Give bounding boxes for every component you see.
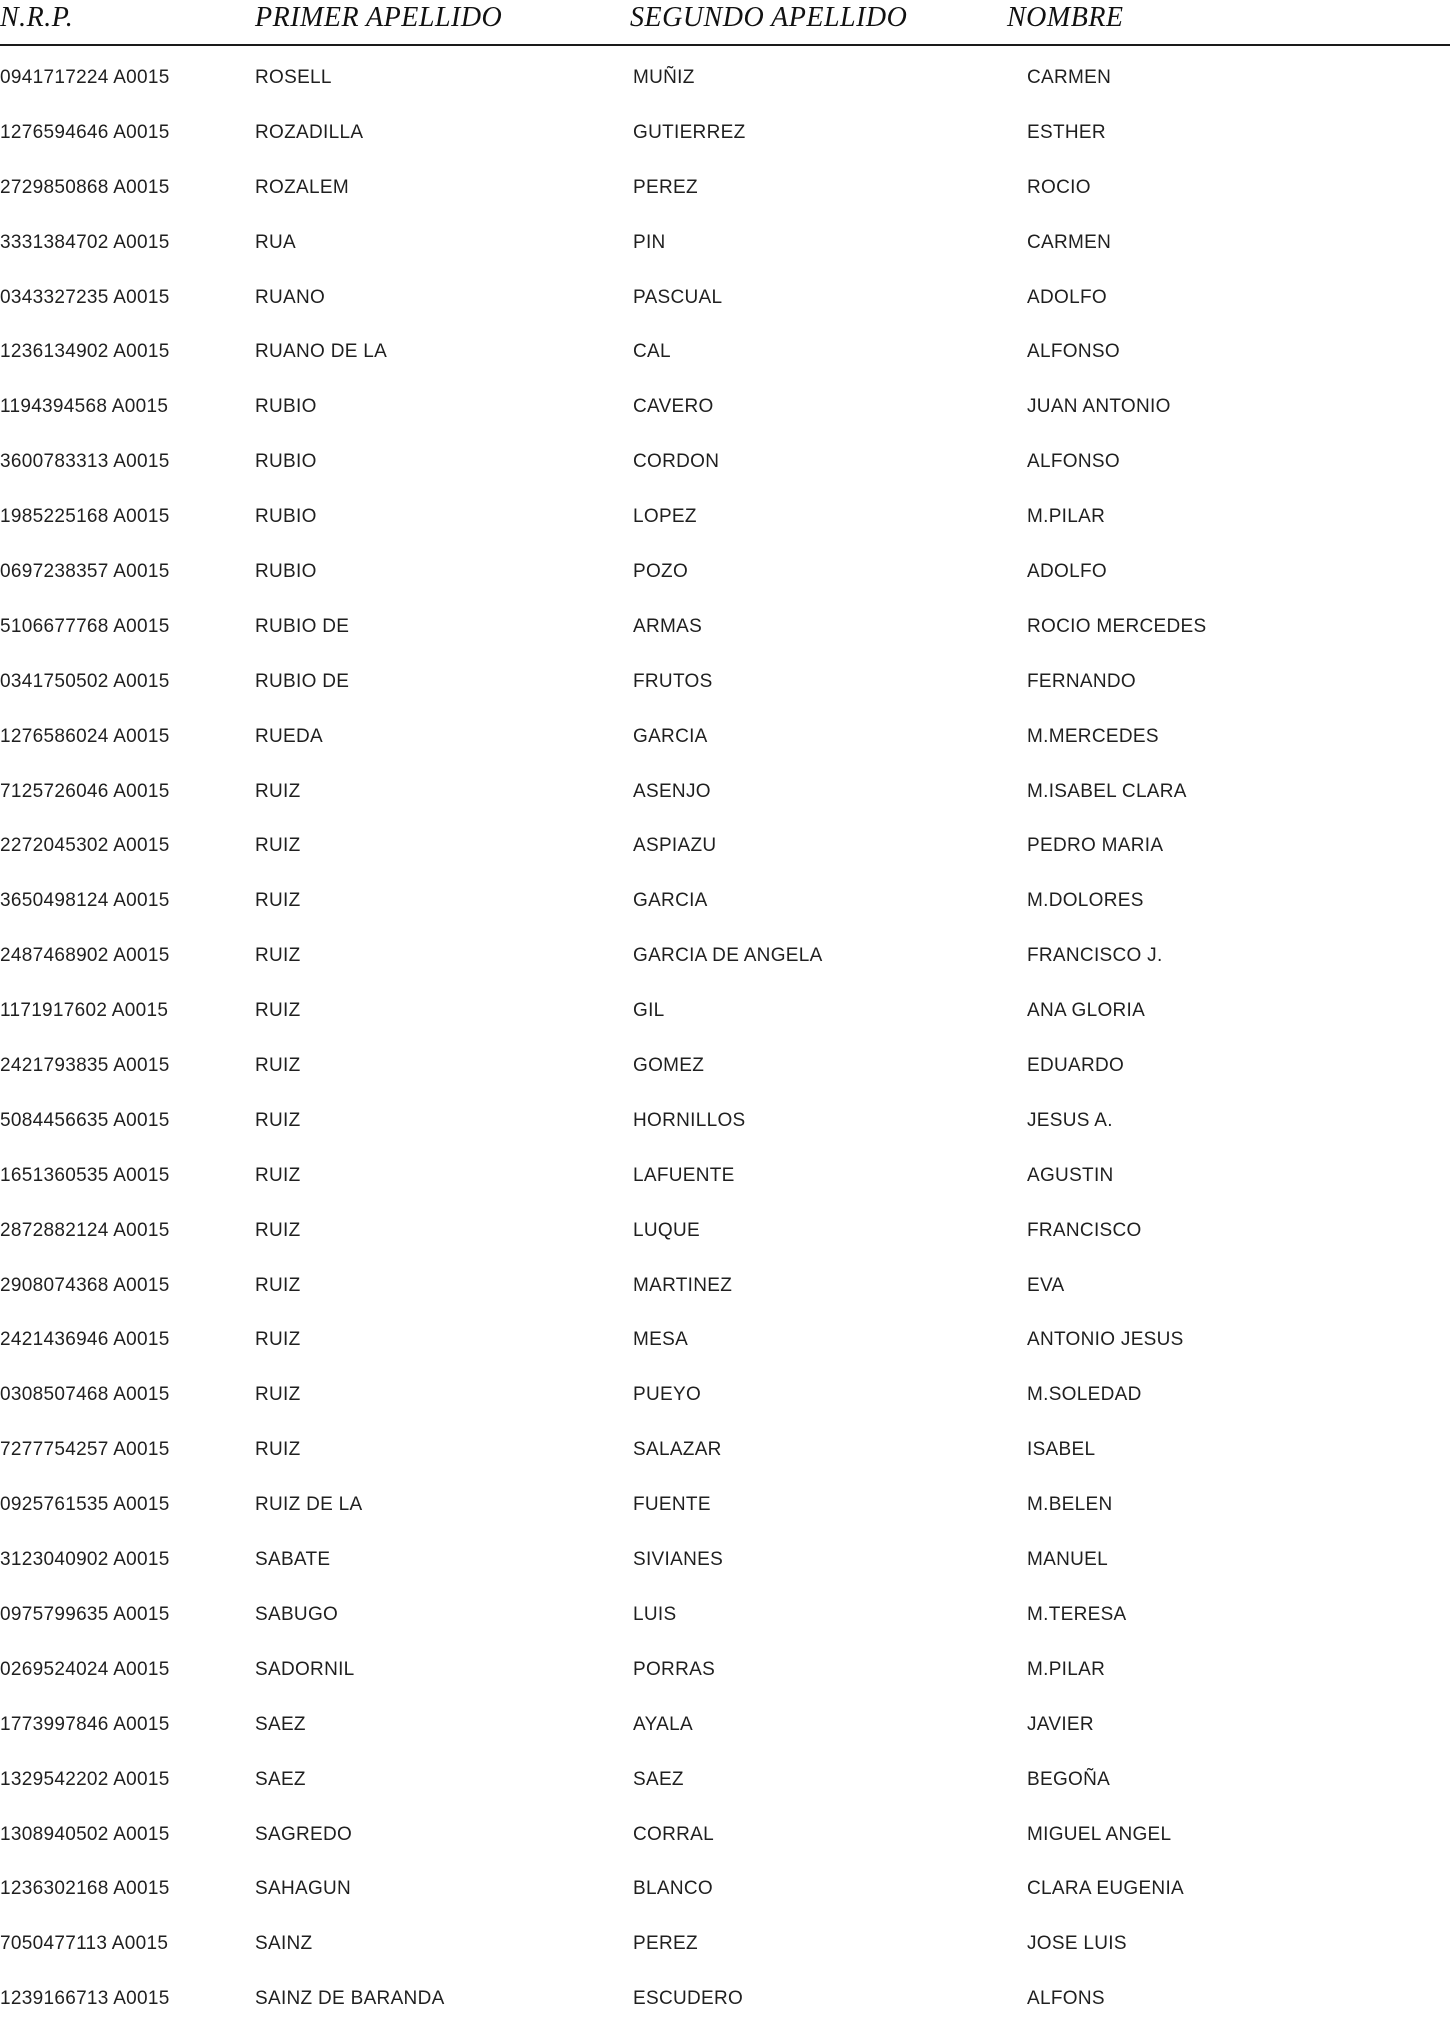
cell-segundo-apellido: SIVIANES	[633, 1549, 724, 1571]
table-row	[0, 670, 1450, 725]
cell-nrp: 1276586024 A0015	[0, 725, 170, 747]
table-row	[0, 1713, 1450, 1768]
cell-primer-apellido: RUIZ	[255, 1055, 301, 1077]
cell-segundo-apellido: AYALA	[633, 1713, 693, 1735]
cell-primer-apellido: RUIZ	[255, 890, 301, 912]
cell-nombre: ALFONSO	[1027, 451, 1120, 473]
table-row	[0, 1548, 1450, 1603]
cell-segundo-apellido: LOPEZ	[633, 506, 697, 528]
cell-nombre: EVA	[1027, 1274, 1065, 1296]
cell-segundo-apellido: MARTINEZ	[633, 1274, 733, 1296]
cell-primer-apellido: SAINZ DE BARANDA	[255, 1988, 445, 2010]
table-row	[0, 1658, 1450, 1713]
cell-nrp: 7277754257 A0015	[0, 1439, 170, 1461]
cell-primer-apellido: SAHAGUN	[255, 1878, 352, 1900]
cell-primer-apellido: RUIZ	[255, 1439, 301, 1461]
cell-segundo-apellido: FRUTOS	[633, 670, 713, 692]
cell-nombre: JAVIER	[1027, 1713, 1094, 1735]
header-primer-apellido: PRIMER APELLIDO	[255, 2, 503, 33]
cell-nrp: 1329542202 A0015	[0, 1768, 170, 1790]
cell-segundo-apellido: PIN	[633, 231, 666, 253]
cell-nrp: 1171917602 A0015	[0, 1000, 169, 1022]
cell-nombre: MIGUEL ANGEL	[1027, 1823, 1172, 1845]
cell-primer-apellido: RUIZ	[255, 1109, 301, 1131]
cell-primer-apellido: SAEZ	[255, 1713, 306, 1735]
cell-primer-apellido: SAINZ	[255, 1933, 313, 1955]
cell-nrp: 0341750502 A0015	[0, 670, 170, 692]
cell-primer-apellido: RUBIO	[255, 506, 317, 528]
cell-nombre: MANUEL	[1027, 1549, 1108, 1571]
table-row	[0, 121, 1450, 176]
cell-nrp: 0941717224 A0015	[0, 67, 170, 88]
cell-nombre: M.PILAR	[1027, 1658, 1106, 1680]
cell-nrp: 1276594646 A0015	[0, 121, 170, 143]
cell-nrp: 1239166713 A0015	[0, 1988, 170, 2010]
cell-nombre: M.SOLEDAD	[1027, 1384, 1142, 1406]
table-row	[0, 615, 1450, 670]
cell-primer-apellido: RUIZ	[255, 1384, 301, 1406]
cell-primer-apellido: RUIZ	[255, 945, 301, 967]
cell-nrp: 1985225168 A0015	[0, 506, 170, 528]
cell-nombre: ESTHER	[1027, 121, 1106, 143]
cell-nombre: ANA GLORIA	[1027, 1000, 1146, 1022]
cell-segundo-apellido: LUIS	[633, 1603, 677, 1625]
cell-segundo-apellido: FUENTE	[633, 1494, 711, 1516]
cell-segundo-apellido: CORRAL	[633, 1823, 714, 1845]
cell-primer-apellido: SAGREDO	[255, 1823, 353, 1845]
cell-nrp: 2272045302 A0015	[0, 835, 170, 857]
cell-nrp: 2729850868 A0015	[0, 176, 170, 198]
cell-segundo-apellido: PEREZ	[633, 1933, 698, 1955]
cell-nrp: 0269524024 A0015	[0, 1658, 170, 1680]
cell-nrp: 1236134902 A0015	[0, 341, 170, 363]
cell-segundo-apellido: PASCUAL	[633, 286, 723, 308]
cell-primer-apellido: RUEDA	[255, 725, 324, 747]
cell-nrp: 5084456635 A0015	[0, 1109, 170, 1131]
cell-segundo-apellido: ARMAS	[633, 615, 703, 637]
cell-nombre: M.TERESA	[1027, 1603, 1127, 1625]
cell-segundo-apellido: HORNILLOS	[633, 1109, 746, 1131]
table-row	[0, 450, 1450, 505]
cell-segundo-apellido: CAVERO	[633, 396, 714, 418]
table-row	[0, 1603, 1450, 1658]
cell-segundo-apellido: GUTIERREZ	[633, 121, 746, 143]
table-row	[0, 395, 1450, 450]
cell-primer-apellido: RUIZ DE LA	[255, 1494, 363, 1516]
table-row	[0, 1274, 1450, 1329]
cell-nombre: FERNANDO	[1027, 670, 1137, 692]
cell-nrp: 2908074368 A0015	[0, 1274, 170, 1296]
cell-segundo-apellido: GIL	[633, 1000, 665, 1022]
cell-nombre: CLARA EUGENIA	[1027, 1878, 1185, 1900]
cell-primer-apellido: RUBIO	[255, 396, 317, 418]
table-body	[0, 66, 1450, 2042]
table-row	[0, 1438, 1450, 1493]
cell-segundo-apellido: SAEZ	[633, 1768, 684, 1790]
cell-nrp: 1194394568 A0015	[0, 396, 169, 418]
cell-nombre: M.ISABEL CLARA	[1027, 780, 1187, 802]
cell-nombre: M.MERCEDES	[1027, 725, 1159, 747]
header-rule	[0, 44, 1450, 46]
cell-nombre: ALFONSO	[1027, 341, 1120, 363]
cell-nombre: M.BELEN	[1027, 1494, 1113, 1516]
table-row	[0, 1932, 1450, 1987]
cell-segundo-apellido: BLANCO	[633, 1878, 713, 1900]
cell-primer-apellido: RUANO	[255, 286, 326, 308]
cell-primer-apellido: RUIZ	[255, 1274, 301, 1296]
header-segundo-apellido: SEGUNDO APELLIDO	[630, 2, 908, 33]
cell-primer-apellido: RUIZ	[255, 835, 301, 857]
cell-nombre: JOSE LUIS	[1027, 1933, 1127, 1955]
cell-primer-apellido: RUBIO DE	[255, 670, 350, 692]
cell-segundo-apellido: LUQUE	[633, 1219, 700, 1241]
table-row	[0, 1219, 1450, 1274]
cell-nombre: M.PILAR	[1027, 506, 1106, 528]
cell-nrp: 1236302168 A0015	[0, 1878, 170, 1900]
table-row	[0, 1877, 1450, 1932]
cell-segundo-apellido: ASPIAZU	[633, 835, 717, 857]
table-row	[0, 1768, 1450, 1823]
table-row	[0, 286, 1450, 341]
cell-segundo-apellido: CAL	[633, 341, 671, 363]
cell-nombre: ALFONS	[1027, 1988, 1105, 2010]
cell-primer-apellido: RUA	[255, 231, 297, 253]
cell-nrp: 0975799635 A0015	[0, 1603, 170, 1625]
table-row	[0, 1054, 1450, 1109]
cell-nombre: FRANCISCO	[1027, 1219, 1142, 1241]
cell-primer-apellido: SABATE	[255, 1549, 331, 1571]
cell-nombre: CARMEN	[1027, 231, 1112, 253]
cell-primer-apellido: RUANO DE LA	[255, 341, 388, 363]
cell-nrp: 5106677768 A0015	[0, 615, 170, 637]
table-row	[0, 999, 1450, 1054]
cell-nombre: BEGOÑA	[1027, 1768, 1111, 1790]
cell-nrp: 3331384702 A0015	[0, 231, 170, 253]
cell-segundo-apellido: CORDON	[633, 451, 720, 473]
table-row	[0, 725, 1450, 780]
cell-primer-apellido: RUBIO DE	[255, 615, 350, 637]
cell-segundo-apellido: GARCIA DE ANGELA	[633, 945, 823, 967]
cell-segundo-apellido: GARCIA	[633, 890, 708, 912]
cell-primer-apellido: ROZALEM	[255, 176, 349, 198]
table-row	[0, 1109, 1450, 1164]
cell-nrp: 3123040902 A0015	[0, 1549, 170, 1571]
cell-nombre: ANTONIO JESUS	[1027, 1329, 1184, 1351]
cell-segundo-apellido: MUÑIZ	[633, 67, 695, 88]
cell-primer-apellido: SAEZ	[255, 1768, 306, 1790]
cell-segundo-apellido: ASENJO	[633, 780, 711, 802]
cell-nrp: 1308940502 A0015	[0, 1823, 170, 1845]
cell-segundo-apellido: LAFUENTE	[633, 1164, 735, 1186]
cell-nrp: 0308507468 A0015	[0, 1384, 170, 1406]
cell-primer-apellido: SADORNIL	[255, 1658, 355, 1680]
table-row	[0, 231, 1450, 286]
cell-primer-apellido: RUBIO	[255, 561, 317, 583]
cell-primer-apellido: RUIZ	[255, 1329, 301, 1351]
cell-nombre: JUAN ANTONIO	[1027, 396, 1171, 418]
cell-nrp: 7050477113 A0015	[0, 1933, 169, 1955]
cell-primer-apellido: RUIZ	[255, 1000, 301, 1022]
cell-nrp: 0343327235 A0015	[0, 286, 170, 308]
table-row	[0, 1383, 1450, 1438]
cell-primer-apellido: RUBIO	[255, 451, 317, 473]
table-row	[0, 340, 1450, 395]
cell-nombre: ISABEL	[1027, 1439, 1096, 1461]
cell-primer-apellido: SABUGO	[255, 1603, 339, 1625]
cell-nrp: 0925761535 A0015	[0, 1494, 170, 1516]
table-row	[0, 176, 1450, 231]
cell-segundo-apellido: MESA	[633, 1329, 689, 1351]
cell-segundo-apellido: ESCUDERO	[633, 1988, 744, 2010]
cell-segundo-apellido: PUEYO	[633, 1384, 702, 1406]
table-row	[0, 1164, 1450, 1219]
cell-nrp: 7125726046 A0015	[0, 780, 170, 802]
table-row	[0, 1823, 1450, 1878]
table-row	[0, 1493, 1450, 1548]
cell-segundo-apellido: PORRAS	[633, 1658, 716, 1680]
table-row	[0, 834, 1450, 889]
cell-primer-apellido: RUIZ	[255, 780, 301, 802]
cell-primer-apellido: ROSELL	[255, 67, 332, 88]
cell-nrp: 1651360535 A0015	[0, 1164, 170, 1186]
cell-nombre: PEDRO MARIA	[1027, 835, 1164, 857]
cell-segundo-apellido: SALAZAR	[633, 1439, 722, 1461]
cell-primer-apellido: RUIZ	[255, 1164, 301, 1186]
header-nombre: NOMBRE	[1007, 2, 1124, 33]
cell-nrp: 3600783313 A0015	[0, 451, 170, 473]
cell-nombre: ROCIO MERCEDES	[1027, 615, 1207, 637]
table-row	[0, 780, 1450, 835]
table-row	[0, 505, 1450, 560]
cell-nombre: CARMEN	[1027, 67, 1112, 88]
cell-nombre: ADOLFO	[1027, 561, 1107, 583]
table-row	[0, 66, 1450, 121]
cell-segundo-apellido: GARCIA	[633, 725, 708, 747]
cell-nombre: M.DOLORES	[1027, 890, 1144, 912]
table-row	[0, 944, 1450, 999]
cell-nombre: ROCIO	[1027, 176, 1091, 198]
cell-nombre: EDUARDO	[1027, 1055, 1125, 1077]
cell-nrp: 2872882124 A0015	[0, 1219, 170, 1241]
cell-nrp: 2421793835 A0015	[0, 1055, 170, 1077]
table-row	[0, 560, 1450, 615]
cell-segundo-apellido: GOMEZ	[633, 1055, 705, 1077]
table-row	[0, 1328, 1450, 1383]
table-row	[0, 889, 1450, 944]
header-nrp: N.R.P.	[0, 2, 74, 33]
cell-segundo-apellido: POZO	[633, 561, 689, 583]
cell-nombre: ADOLFO	[1027, 286, 1107, 308]
table-header	[0, 2, 1450, 42]
cell-primer-apellido: RUIZ	[255, 1219, 301, 1241]
cell-nrp: 3650498124 A0015	[0, 890, 170, 912]
cell-nrp: 2487468902 A0015	[0, 945, 170, 967]
table-row	[0, 1987, 1450, 2042]
cell-nrp: 2421436946 A0015	[0, 1329, 170, 1351]
cell-primer-apellido: ROZADILLA	[255, 121, 364, 143]
cell-nrp: 0697238357 A0015	[0, 561, 170, 583]
cell-nrp: 1773997846 A0015	[0, 1713, 170, 1735]
cell-segundo-apellido: PEREZ	[633, 176, 698, 198]
cell-nombre: AGUSTIN	[1027, 1164, 1114, 1186]
cell-nombre: FRANCISCO J.	[1027, 945, 1163, 967]
cell-nombre: JESUS A.	[1027, 1109, 1113, 1131]
